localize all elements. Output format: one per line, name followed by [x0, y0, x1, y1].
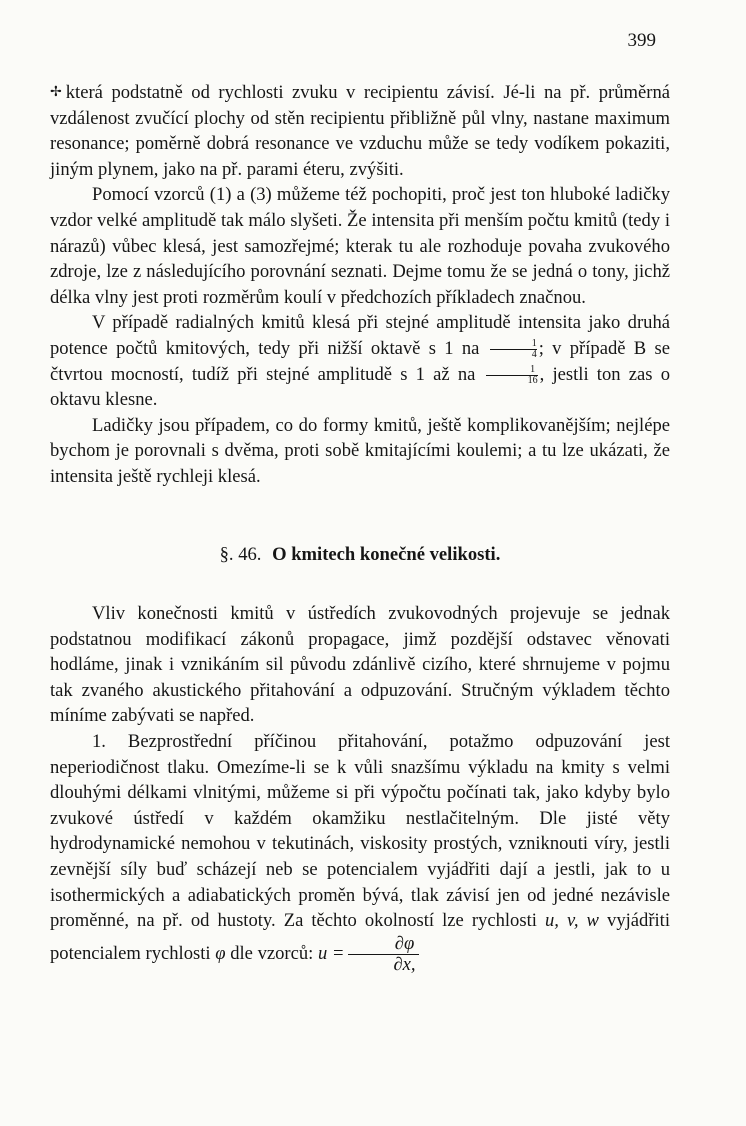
paragraph-6	[50, 729, 670, 975]
derivative-denominator: ∂x,	[393, 953, 416, 975]
paragraph-3	[50, 310, 670, 412]
paragraph-2: Pomocí vzorců (1) a (3) můžeme též pochopiti, proč jest ton hluboké ladičky vzdor velké amplitudě tak málo slyšeti. Že intensita při menším počtu kmitů (tedy i nárazů) vůbec klesá, jest samozřejmé; kterak tu ale rozhoduje povaha zvukového zdroje, lze z následujícího porovnání seznati. Dejme tomu že se jedná o tony, jichž délka vlny jest proti rozměrům koulí v předchozích příkladech značnou.	[50, 184, 670, 308]
paragraph-6-text: 1. Bezprostřední příčinou přitahování, potažmo odpuzování jest neperiodičnost tlaku. Omezíme-li se k vůli snazšímu výkladu na kmity s velmi dlouhými délkami vlnitými, můžeme si při výpočtu počínati tak, jako kdyby bylo zvukové ústředí v každém okamžiku nestlačitelným. Dle jisté věty hydrodynamické nemohou v tekutinách, viskosity prostých, vzniknouti víry, jestli zevnější síly buď scházejí neb se potencialem vyjádřiti dají a jestli, jak to u isothermických a adiabatických proměn bývá, tlak závisí jen od jedné nezávisle proměnné, na př. od hustoty. Za těchto okolností lze rychlosti	[50, 731, 670, 932]
footnote-mark-icon: ✢	[50, 85, 62, 100]
fraction-one-sixteenth	[486, 365, 538, 386]
paragraph-5: Vliv konečnosti kmitů v ústředích zvukovodných projevuje se jednak podstatnou modifikací zákonů propagace, jimž pozdější odstavec věnovati hodláme, jinak i vznikáním sil původu zdánlivě cizího, které shrnujeme v pojmu tak zvaného akustického přitahování a odpuzování. Stručným výkladem těchto míníme zabývati se napřed.	[50, 603, 670, 727]
paragraph-6-mid: vyjádřiti potencialem rychlosti	[50, 910, 671, 964]
formula-lhs: u =	[317, 942, 345, 964]
fraction-one-quarter	[490, 339, 537, 360]
derivative-numerator: ∂φ	[348, 934, 418, 955]
velocity-variables: u, v, w	[544, 910, 599, 932]
paragraph-3-part1: V případě radialných kmitů klesá při stejné amplitudě intensita jako druhá potence počtů kmitových, tedy při nižší oktavě s 1 na	[50, 312, 670, 359]
fraction-denominator: 16	[527, 374, 538, 386]
section-heading	[50, 542, 670, 568]
section-number: §. 46.	[219, 543, 262, 565]
page-body	[50, 80, 670, 975]
paragraph-continuation	[50, 80, 670, 182]
page-number: 399	[627, 30, 656, 51]
paragraph-3-part3: , jestli ton zas o oktavu klesne.	[50, 363, 670, 411]
paragraph-3-part2: ; v případě B se čtvrtou mocností, tudíž při stejné amplitudě s 1 až na	[50, 337, 670, 385]
paragraph-6-formula-intro: dle vzorců:	[230, 942, 314, 964]
paragraph-1-text: která podstatně od rychlosti zvuku v recipientu závisí. Jé-li na př. průměrná vzdálenost zvučící plochy od stěn recipientu přibližně půl vlny, nastane maximum resonance; poměrně dobrá resonance ve vzduchu může se tedy vodíkem pokaziti, jiným plynem, jako na př. parami éteru, zvýšiti.	[50, 82, 670, 180]
section-title: O kmitech konečné velikosti.	[272, 543, 501, 565]
partial-derivative	[348, 934, 418, 975]
paragraph-4: Ladičky jsou případem, co do formy kmitů, ještě komplikovanějším; nejlépe bychom je porovnali s dvěma, proti sobě kmitajícími koulemi; a tu lze ukázati, že intensita ještě rychleji klesá.	[50, 414, 670, 487]
fraction-numerator: 1	[490, 339, 537, 350]
fraction-numerator: 1	[486, 365, 538, 376]
velocity-potential-symbol: φ	[215, 942, 226, 964]
fraction-denominator: 4	[531, 349, 537, 361]
